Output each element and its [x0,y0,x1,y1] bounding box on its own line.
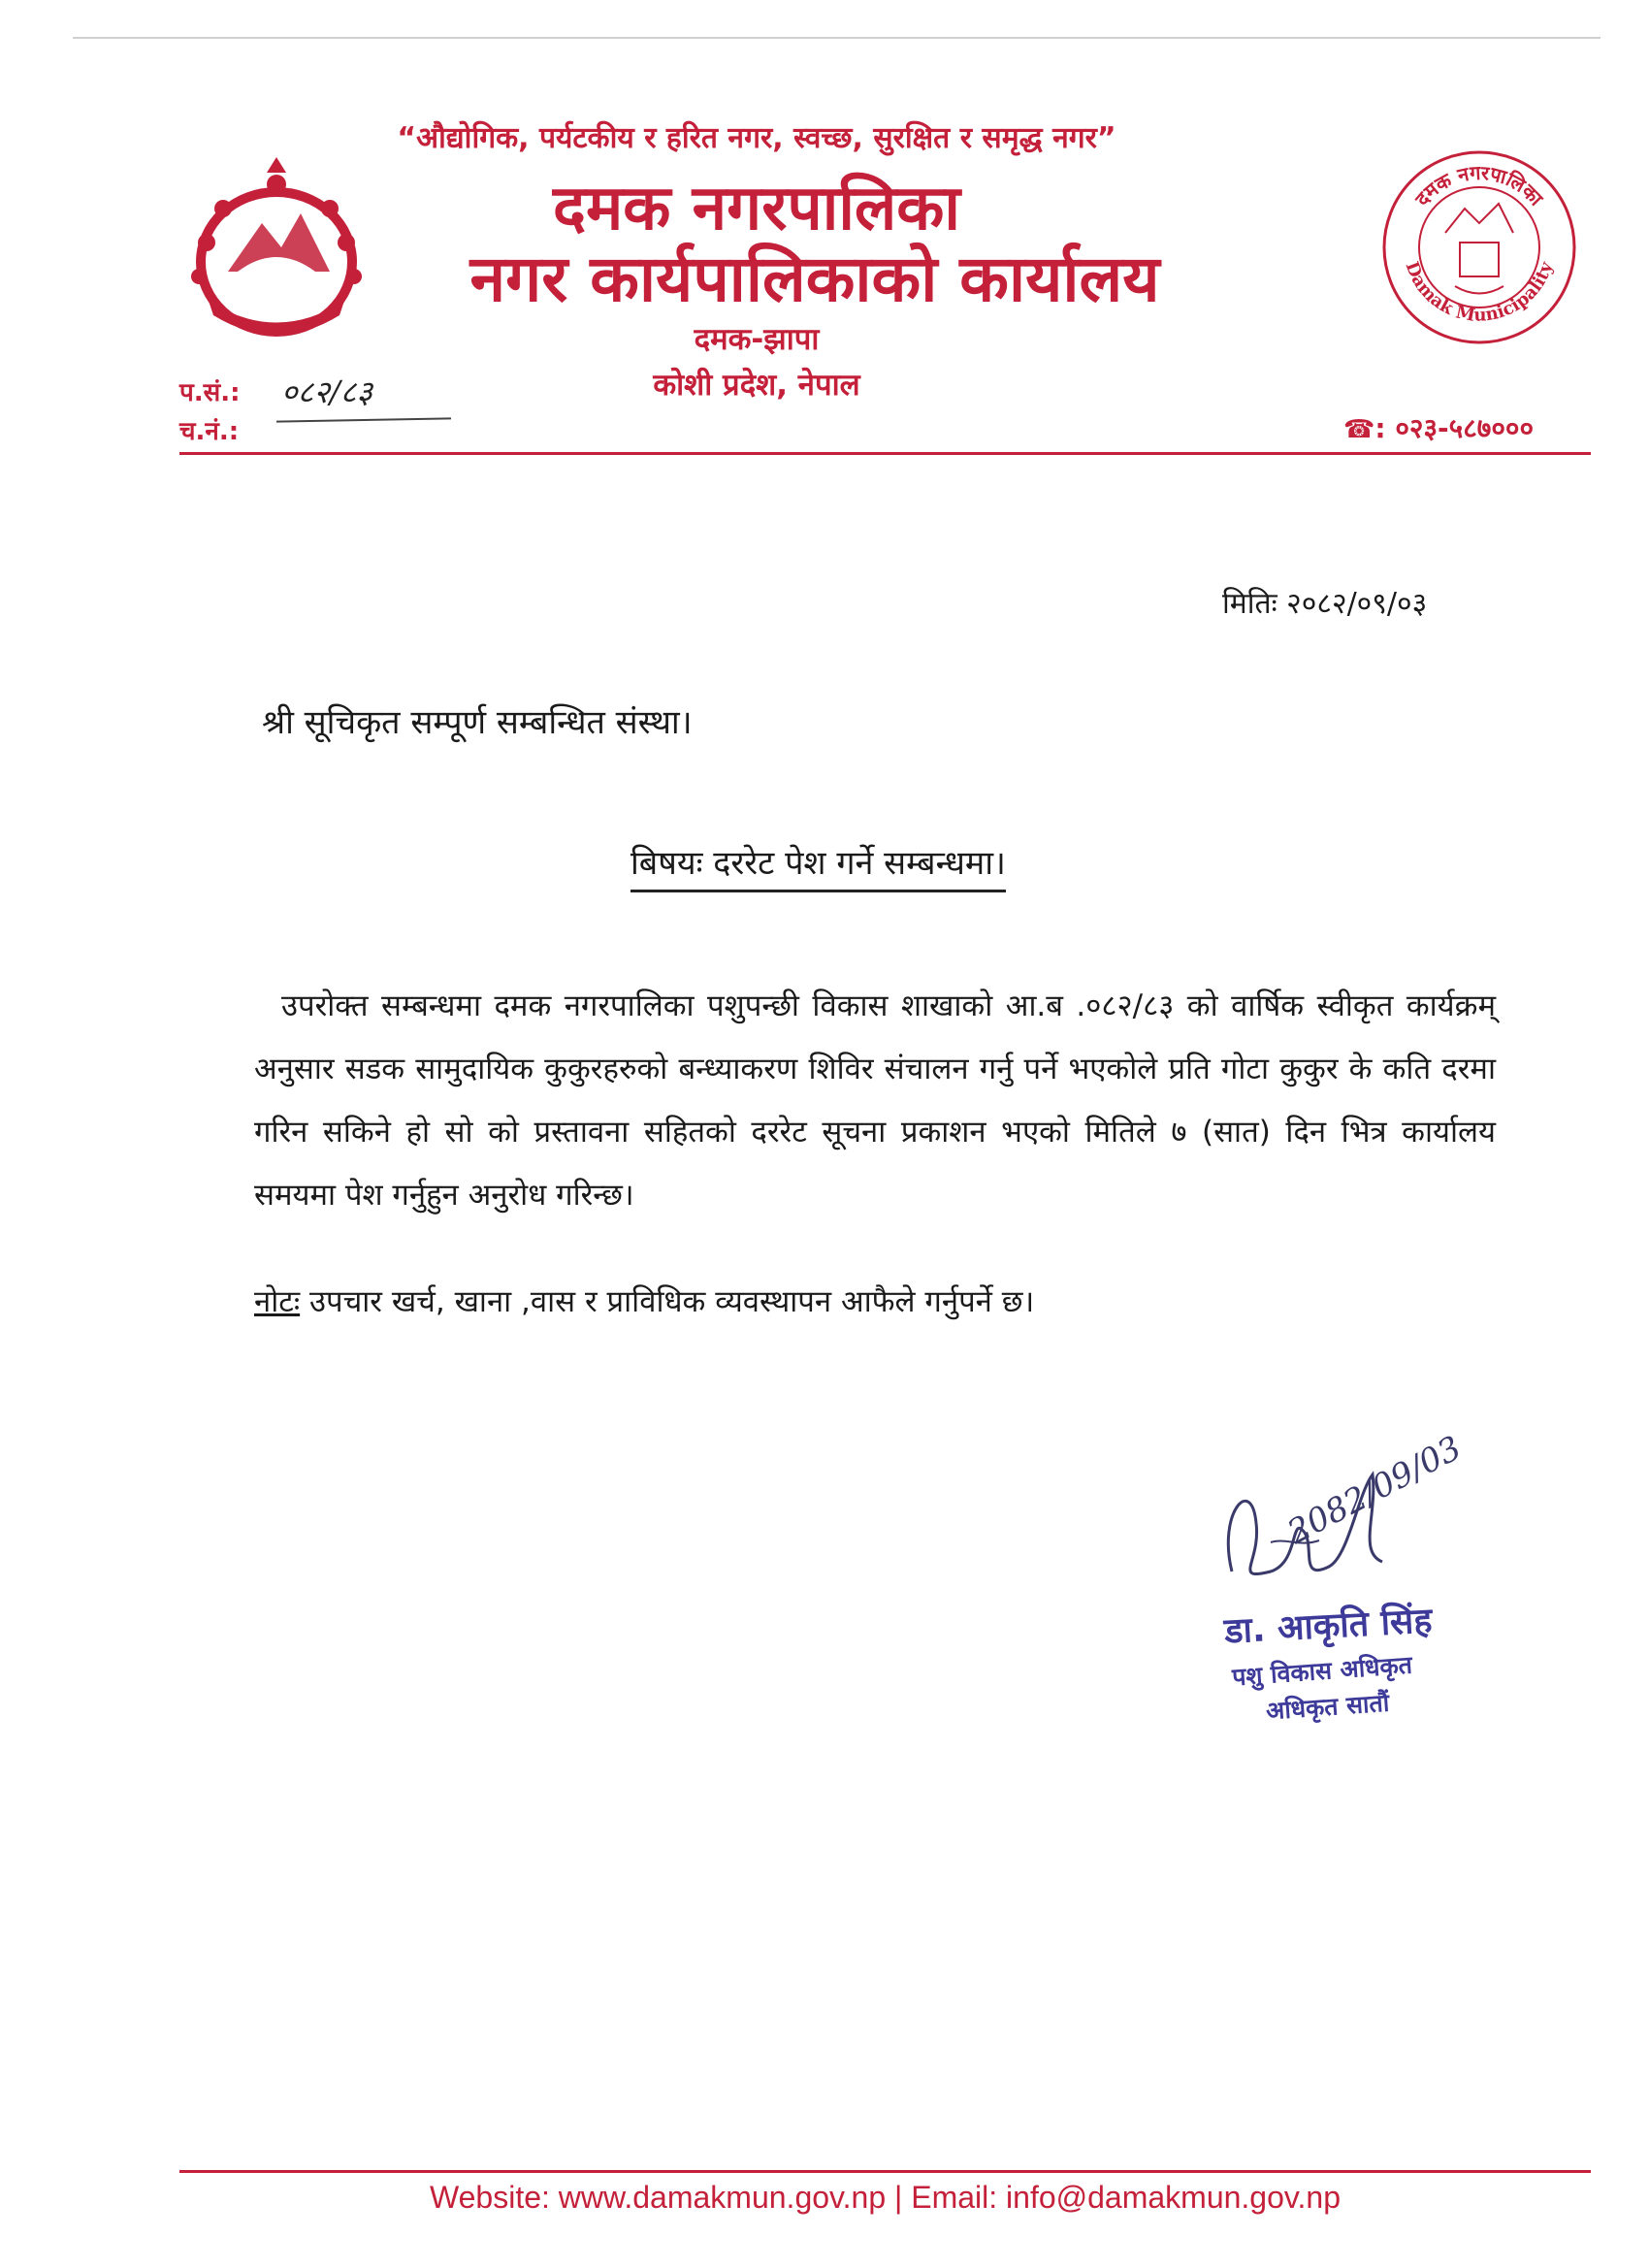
svg-text:दमक नगरपालिका: दमक नगरपालिका [1409,160,1548,211]
letter-body: उपरोक्त सम्बन्धमा दमक नगरपालिका पशुपन्छी विकास शाखाको आ.ब .०८२/८३ को वार्षिक स्वीकृत कार्यक्रम् अनुसार सडक सामुदायिक कुकुरहरुको बन्ध्याकरण शिविर संचालन गर्नु पर्ने भएकोले प्रति गोटा कुकुर के कति दरमा गरिन सकिने हो सो को प्रस्तावना सहितको दररेट सूचना प्रकाशन भएको मितिले ७ (सात) दिन भित्र कार्यालय समयमा पेश गर्नुहुन अनुरोध गरिन्छ। [254,988,1496,1213]
svg-text:Damak Municipality: Damak Municipality [1401,259,1558,326]
signatory-role: पशु विकास अधिकृत [1231,1650,1413,1692]
footer-divider [179,2170,1591,2173]
slogan: “औद्योगिक, पर्यटकीय र हरित नगर, स्वच्छ, सुरक्षित र समृद्ध नगर” [397,121,1116,155]
signatory-rank: अधिकृत सातौं [1265,1688,1391,1726]
dispatch-number-label: च.नं.: [179,417,240,446]
note-text: उपचार खर्च, खाना ,वास र प्राविधिक व्यवस्थापन आफैले गर्नुपर्ने छ। [300,1284,1035,1319]
office-name: नगर कार्यपालिकाको कार्यालय [469,242,1160,316]
signatory-name: डा. आकृति सिंह [1223,1601,1434,1652]
ref-number-label: प.सं.: [179,378,241,407]
addressee: श्री सूचिकृत सम्पूर्ण सम्बन्धित संस्था। [262,703,693,742]
phone-number [1343,409,1534,446]
note-label: नोटः [254,1284,301,1319]
municipality-seal-icon [1377,146,1581,349]
ref-number-value: ०८२/८३ [281,373,372,410]
district: दमक-झापा [694,322,820,357]
letter-date: मितिः २०८२/०९/०३ [1222,587,1428,621]
footer-contact: Website: www.damakmun.gov.np | Email: info@damakmun.gov.np [430,2180,1341,2215]
note [254,1280,1034,1321]
municipality-name: दमक नगरपालिका [552,173,961,244]
ref-underline [276,417,451,422]
phone-text: : ०२३-५८७००० [1374,412,1534,444]
signature-date: 2082/09/03 [1281,1428,1469,1552]
province: कोशी प्रदेश, नेपाल [653,368,860,403]
subject-line: बिषयः दररेट पेश गर्ने सम्बन्धमा। [630,839,1006,892]
page-edge [73,37,1600,39]
phone-icon: ☎ [1343,415,1375,444]
header-divider [179,452,1591,455]
